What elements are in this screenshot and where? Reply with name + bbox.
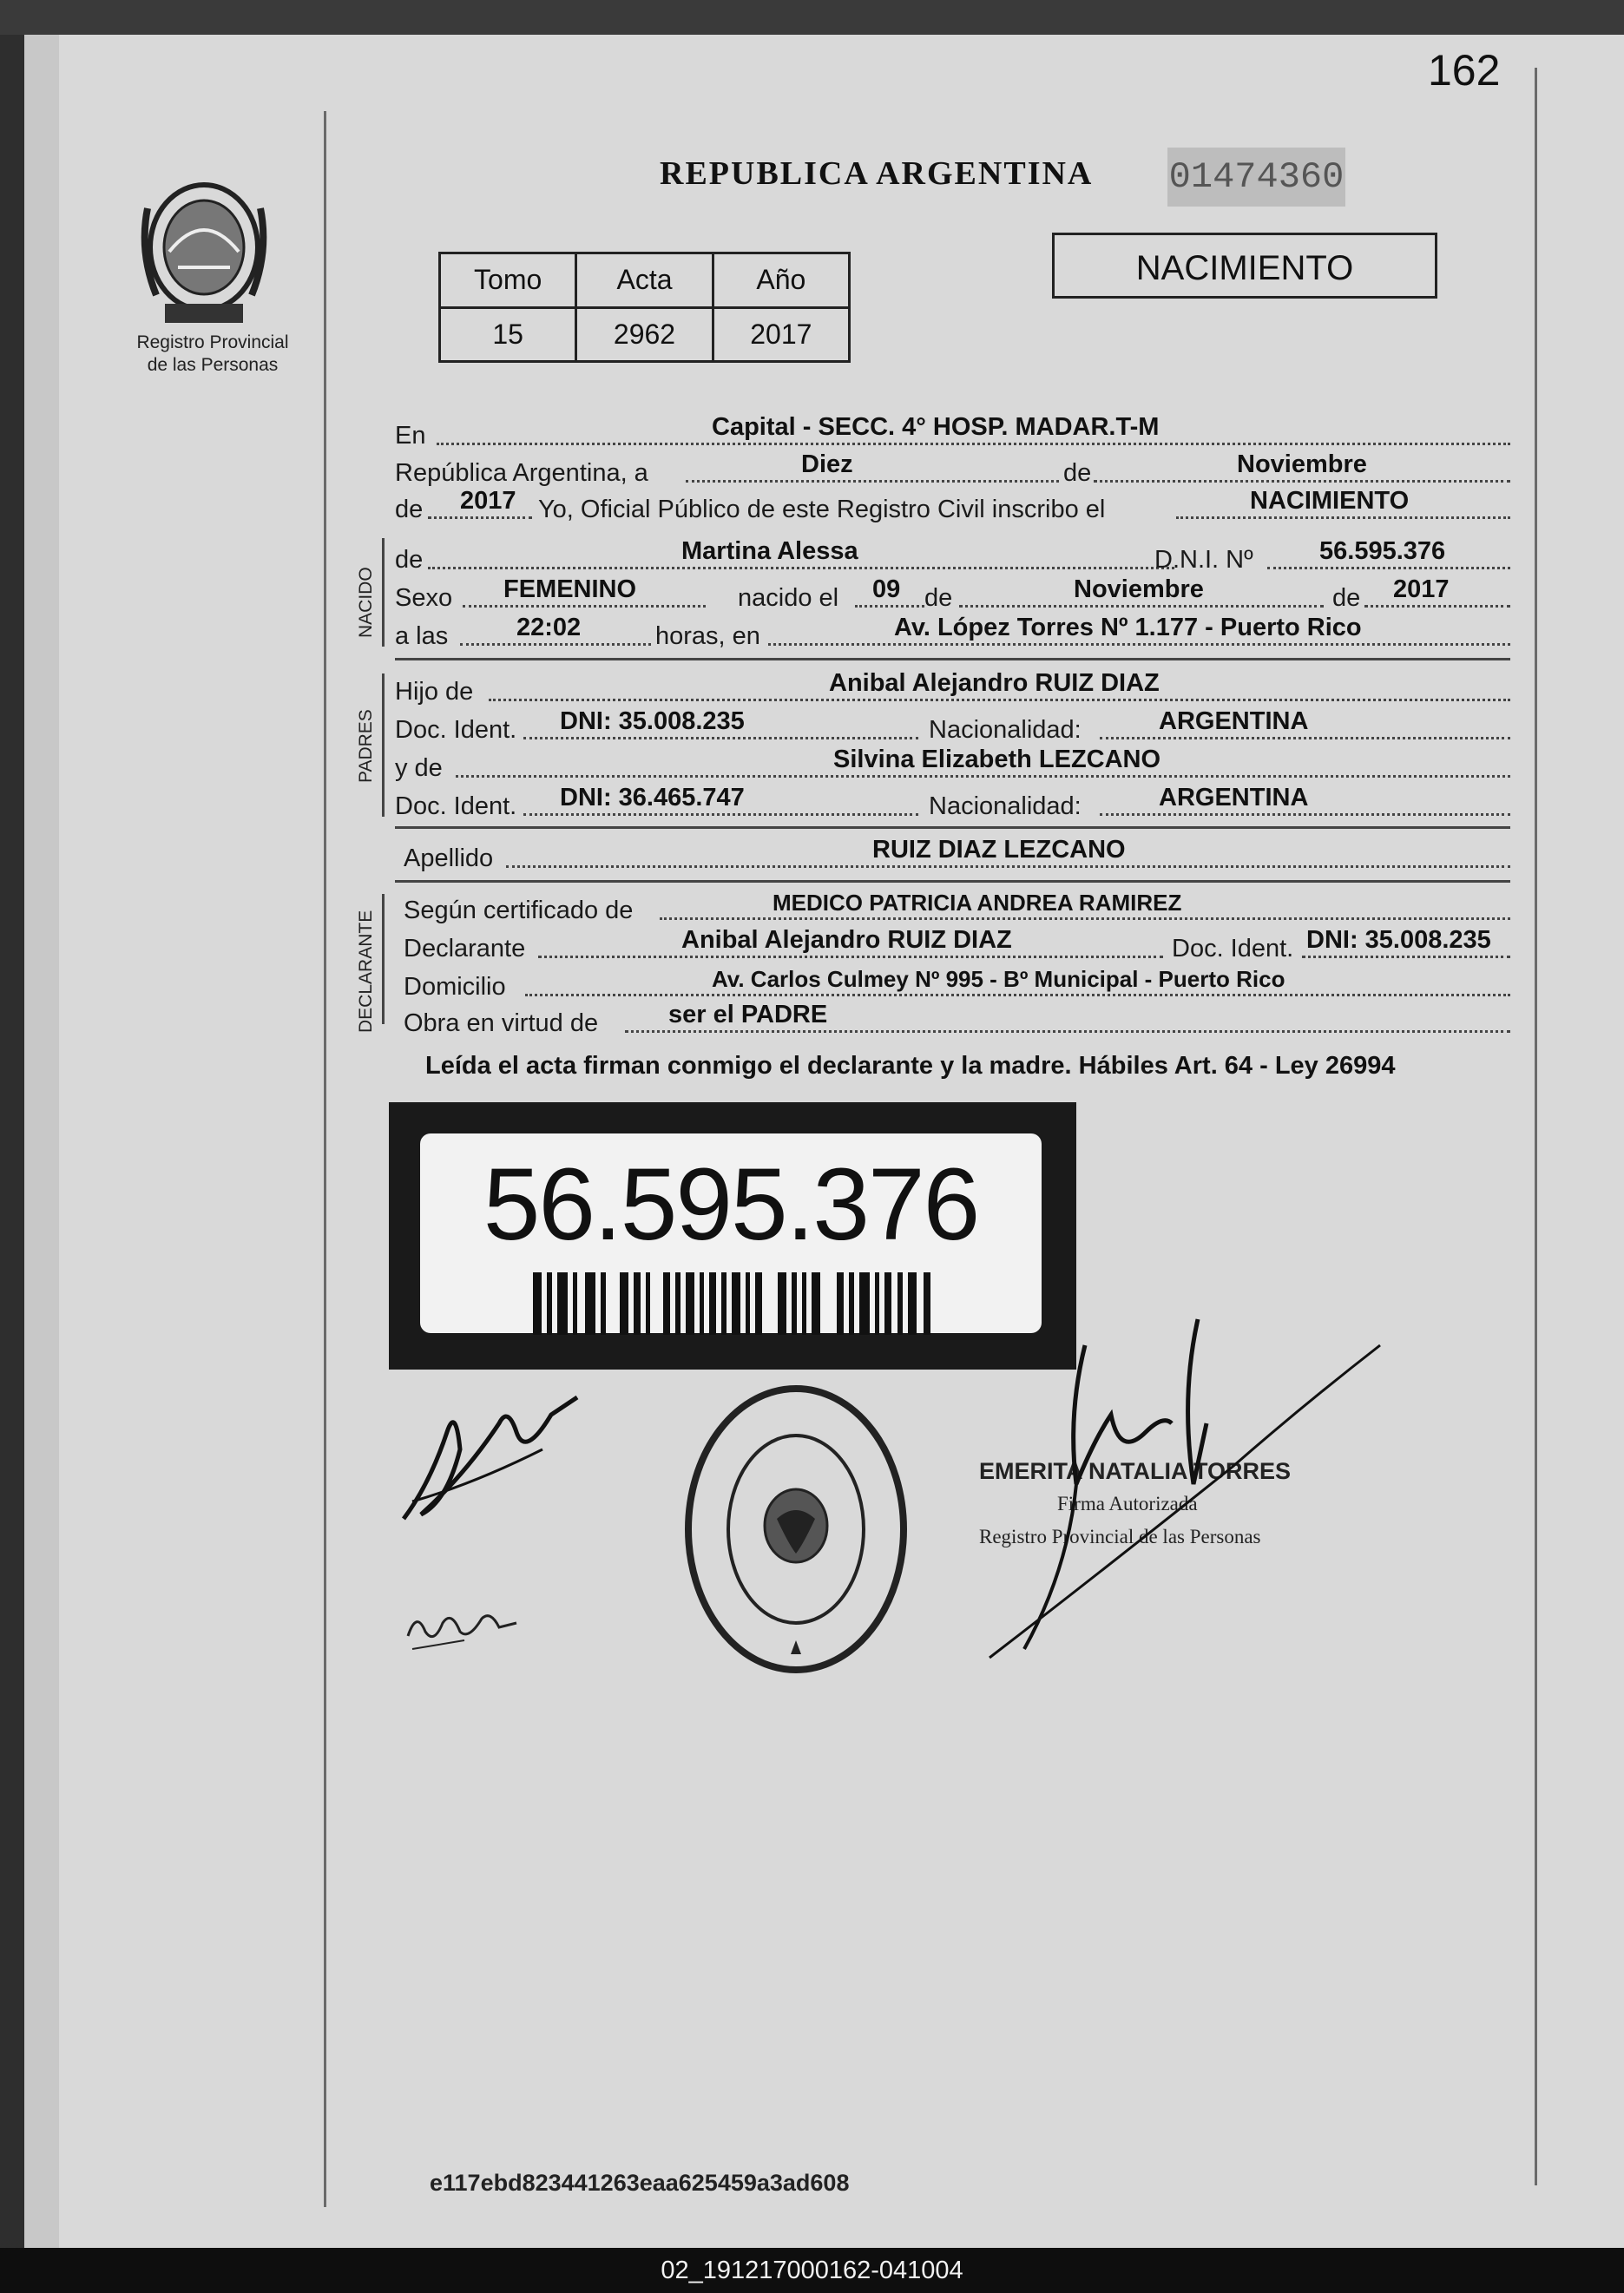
organization-line-1: Registro Provincial <box>136 332 289 352</box>
value-tipo-acta: NACIMIENTO <box>1250 487 1410 515</box>
dotted-line <box>463 605 706 608</box>
dotted-line <box>1094 480 1510 483</box>
dotted-line <box>428 516 532 519</box>
label-nac-de-anio: de <box>1332 584 1361 612</box>
right-margin-line <box>1535 68 1537 2185</box>
organization-name <box>122 332 304 377</box>
label-declarante: Declarante <box>404 935 526 963</box>
label-hijo-de: Hijo de <box>395 678 474 706</box>
dotted-line <box>1302 956 1510 958</box>
row-domicilio <box>395 963 1510 1002</box>
row-sexo <box>395 575 1510 613</box>
row-apellido <box>395 835 1510 873</box>
dotted-line <box>538 956 1163 958</box>
value-lugar-nacimiento: Av. López Torres Nº 1.177 - Puerto Rico <box>894 614 1362 641</box>
row-padre <box>395 668 1510 706</box>
value-declarante: Anibal Alejandro RUIZ DIAZ <box>681 926 1012 954</box>
label-de-anio: de <box>395 496 424 523</box>
page-edge-shadow <box>24 35 59 2248</box>
section-separator <box>395 826 1510 829</box>
label-nac-de: de <box>924 584 953 612</box>
label-y-de: y de <box>395 754 443 782</box>
label-nacionalidad: Nacionalidad: <box>929 716 1082 744</box>
dotted-line <box>523 813 918 816</box>
value-doc-padre: DNI: 35.008.235 <box>560 707 745 735</box>
label-nacionalidad: Nacionalidad: <box>929 792 1082 820</box>
value-dia: Diez <box>801 450 853 478</box>
dotted-line <box>1100 813 1510 816</box>
label-doc-ident: Doc. Ident. <box>395 716 517 744</box>
value-apellido: RUIZ DIAZ LEZCANO <box>872 836 1126 864</box>
label-domicilio: Domicilio <box>404 973 506 1001</box>
section-divider <box>382 538 385 647</box>
footer-bar <box>0 2248 1624 2293</box>
dotted-line <box>660 917 1510 920</box>
official-name: EMERITA NATALIA TORRES <box>979 1458 1291 1484</box>
registry-header-tomo: Tomo <box>440 253 576 308</box>
section-label-padres: PADRES <box>356 709 376 783</box>
dotted-line <box>523 737 918 739</box>
section-label-declarante: DECLARANTE <box>356 910 376 1033</box>
label-dni: D.N.I. Nº <box>1154 546 1253 574</box>
mother-signature-icon <box>404 1593 525 1662</box>
value-domicilio: Av. Carlos Culmey Nº 995 - Bº Municipal - Puerto Rico <box>712 966 1285 992</box>
row-certificado <box>395 887 1510 925</box>
dotted-line <box>1267 567 1510 569</box>
label-obra-en-virtud: Obra en virtud de <box>404 1009 599 1037</box>
row-doc-madre <box>395 783 1510 821</box>
row-fecha <box>395 450 1510 488</box>
dotted-line <box>489 699 1510 701</box>
left-margin-line <box>324 111 326 2207</box>
misiones-coat-of-arms-icon <box>139 174 269 330</box>
dotted-line <box>437 443 1510 445</box>
label-apellido: Apellido <box>404 844 494 872</box>
value-madre: Silvina Elizabeth LEZCANO <box>833 746 1161 773</box>
section-separator <box>395 658 1510 660</box>
dotted-line <box>456 775 1510 778</box>
label-doc-ident: Doc. Ident. <box>395 792 517 820</box>
official-seal-icon <box>681 1380 911 1679</box>
value-nacimiento-mes: Noviembre <box>1074 575 1204 603</box>
registry-header-acta: Acta <box>576 253 713 308</box>
serial-stamp: 01474360 <box>1167 148 1345 207</box>
value-nacionalidad-padre: ARGENTINA <box>1159 707 1309 735</box>
dni-sticker-panel <box>420 1133 1042 1333</box>
value-certificado: MEDICO PATRICIA ANDREA RAMIREZ <box>773 890 1182 916</box>
value-mes: Noviembre <box>1237 450 1367 478</box>
dotted-line <box>768 643 1510 646</box>
label-republica: República Argentina, a <box>395 459 648 487</box>
section-separator <box>395 880 1510 883</box>
document-type-box: NACIMIENTO <box>1052 233 1437 299</box>
dotted-line <box>625 1030 1510 1033</box>
dni-sticker-number: 56.595.376 <box>483 1147 979 1262</box>
country-title: REPUBLICA ARGENTINA <box>660 155 1094 192</box>
label-de-nombre: de <box>395 546 424 574</box>
value-doc-declarante: DNI: 35.008.235 <box>1306 926 1491 954</box>
official-signature-icon <box>972 1311 1389 1666</box>
section-divider <box>382 673 385 817</box>
dotted-line <box>686 480 1059 483</box>
official-office: Registro Provincial de las Personas <box>979 1526 1261 1547</box>
dotted-line <box>525 994 1510 996</box>
label-segun-certificado: Según certificado de <box>404 897 634 924</box>
value-sexo: FEMENINO <box>503 575 637 603</box>
section-label-nacido: NACIDO <box>356 567 376 638</box>
official-title: Firma Autorizada <box>1057 1493 1198 1514</box>
organization-line-2: de las Personas <box>147 355 279 375</box>
row-declarante <box>395 925 1510 963</box>
dotted-line <box>428 567 1174 569</box>
value-dni: 56.595.376 <box>1319 537 1446 565</box>
value-padre: Anibal Alejandro RUIZ DIAZ <box>829 669 1160 697</box>
page-number: 162 <box>1428 46 1501 95</box>
dotted-line <box>1364 605 1510 608</box>
section-divider <box>382 894 385 1024</box>
document-hash: e117ebd823441263eaa625459a3ad608 <box>430 2170 850 2196</box>
footer-file-code: 02_191217000162-041004 <box>661 2257 963 2284</box>
registry-value-anio: 2017 <box>713 307 849 362</box>
row-doc-padre <box>395 706 1510 745</box>
value-nacionalidad-madre: ARGENTINA <box>1159 784 1309 811</box>
row-nombre <box>395 536 1510 575</box>
registry-table <box>438 252 851 363</box>
label-nacido-el: nacido el <box>738 584 839 612</box>
label-en: En <box>395 422 426 450</box>
value-lugar-inscripcion: Capital - SECC. 4° HOSP. MADAR.T-M <box>712 413 1160 441</box>
registry-value-tomo: 15 <box>440 307 576 362</box>
row-madre <box>395 745 1510 783</box>
row-inscribo <box>395 486 1510 524</box>
value-doc-madre: DNI: 36.465.747 <box>560 784 745 811</box>
label-decl-doc-ident: Doc. Ident. <box>1172 935 1294 963</box>
label-inscribo: Yo, Oficial Público de este Registro Civil inscribo el <box>538 496 1106 523</box>
registry-value-acta: 2962 <box>576 307 713 362</box>
value-nombre: Martina Alessa <box>681 537 858 565</box>
row-hora <box>395 613 1510 651</box>
dotted-line <box>506 865 1510 868</box>
dotted-line <box>1176 516 1510 519</box>
barcode-icon <box>533 1272 932 1335</box>
dotted-line <box>959 605 1324 608</box>
background-top <box>0 0 1624 35</box>
dotted-line <box>855 605 924 608</box>
dotted-line <box>460 643 651 646</box>
label-sexo: Sexo <box>395 584 453 612</box>
value-anio: 2017 <box>460 487 516 515</box>
label-a-las: a las <box>395 622 449 650</box>
label-de: de <box>1063 459 1092 487</box>
row-obra <box>395 1000 1510 1038</box>
label-horas-en: horas, en <box>655 622 760 650</box>
value-obra: ser el PADRE <box>668 1001 828 1028</box>
declarant-signature-icon <box>395 1380 586 1536</box>
registry-header-anio: Año <box>713 253 849 308</box>
dotted-line <box>1100 737 1510 739</box>
value-nacimiento-anio: 2017 <box>1393 575 1450 603</box>
row-lugar <box>395 412 1510 450</box>
value-hora: 22:02 <box>516 614 582 641</box>
value-nacimiento-dia: 09 <box>872 575 901 603</box>
closing-statement: Leída el acta firman conmigo el declarante y la madre. Hábiles Art. 64 - Ley 26994 <box>425 1052 1396 1080</box>
